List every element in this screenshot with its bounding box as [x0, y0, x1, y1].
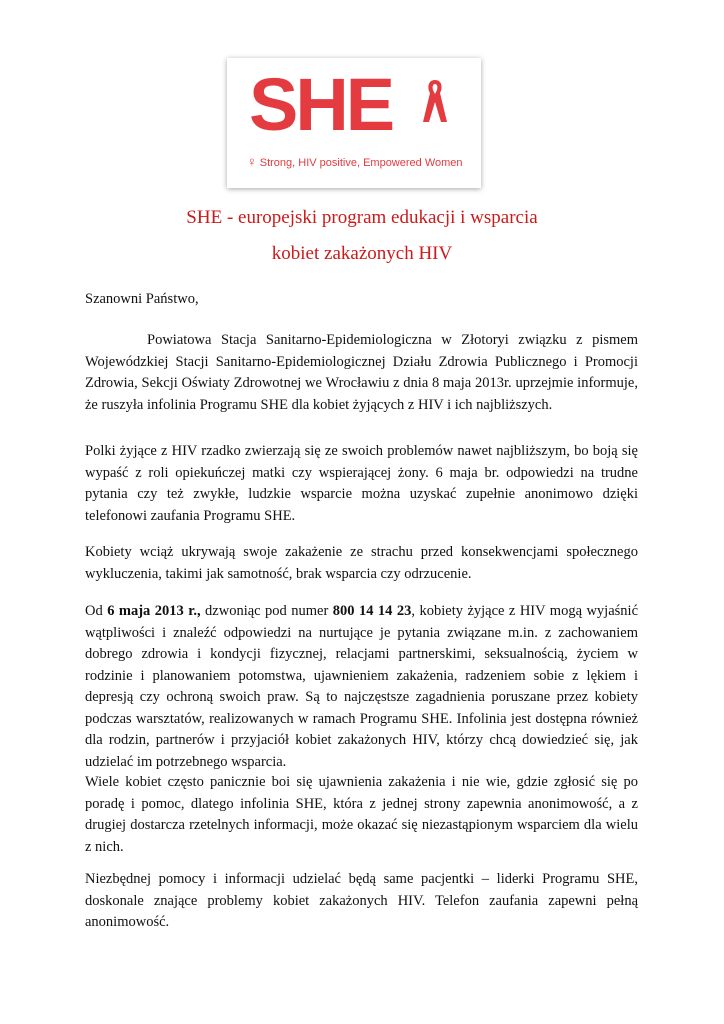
paragraph-5: Wiele kobiet często panicznie boi się ujawnienia zakażenia i nie wie, gdzie zgłosić się po poradę i pomoc, dlatego infolinia SHE, która z jednej strony zapewnia anonimowość, a z drugiej dostarcza rzetelnych informacji, może okazać się niezastąpionym wsparciem dla wielu z nich. [85, 774, 638, 855]
helpline-phone-number: 800 14 14 23 [332, 603, 412, 619]
awareness-ribbon-icon [423, 78, 447, 124]
p4-middle: dzwoniąc pod numer [200, 603, 333, 619]
paragraph-1: Powiatowa Stacja Sanitarno-Epidemiologiczna w Złotoryi związku z pismem Wojewódzkiej Stacji Sanitarno-Epidemiologicznej Działu Zdrowia Publicznego i Promocji Zdrowia, Sekcji Oświaty Zdrowotnej we Wrocławiu z dnia 8 maja 2013r. uprzejmie informuje, że ruszyła infolinia Programu SHE dla kobiet żyjących z HIV i ich najbliższych. [85, 332, 638, 413]
document-title-line-2: kobiet zakażonych HIV [271, 243, 453, 264]
paragraph-2: Polki żyjące z HIV rzadko zwierzają się ze swoich problemów nawet najbliższym, bo boją się wypaść z roli opiekuńczej matki czy wspierającej żony. 6 maja br. odpowiedzi na trudne pytania czy też zwykłe, ludzkie wsparcie można uzyskać zupełnie anonimowo dzięki telefonowi zaufania Programu SHE. [85, 443, 638, 524]
salutation: Szanowni Państwo, [85, 291, 199, 307]
p4-prefix: Od [85, 603, 108, 619]
logo-tagline [247, 154, 463, 169]
female-symbol-icon: ♀ [247, 154, 257, 169]
p4-body: , kobiety żyjące z HIV mogą wyjaśnić wątpliwości i znaleźć odpowiedzi na nurtujące je pytania związane m.in. z zachowaniem dobrego zdrowia i kondycji fizycznej, relacjami partnerskimi, seksualnością, życiem w rodzinie i planowaniem potomstwa, ujawnieniem zakażenia, radzeniem sobie z lękiem i depresją czy ochroną swoich praw. Są to najczęstsze zagadnienia poruszane przez kobiety podczas warsztatów, realizowanych w ramach Programu SHE. Infolinia jest dostępna również dla rodzin, partnerów i przyjaciół kobiet zakażonych HIV, którzy chcą dowiedzieć się, jak udzielać im potrzebnego wsparcia. [85, 603, 639, 770]
she-logo [227, 58, 481, 188]
paragraph-4 [85, 601, 638, 773]
logo-wordmark: SHE [249, 63, 393, 146]
campaign-start-date: 6 maja 2013 r., [107, 603, 201, 619]
logo-tagline-text: Strong, HIV positive, Empowered Women [259, 157, 463, 169]
paragraph-6: Niezbędnej pomocy i informacji udzielać będą same pacjentki – liderki Programu SHE, doskonale znające problemy kobiet zakażonych HIV. Telefon zaufania zapewni pełną anonimowość. [85, 871, 638, 930]
document-title-line-1: SHE - europejski program edukacji i wsparcia [186, 207, 538, 228]
paragraph-3: Kobiety wciąż ukrywają swoje zakażenie ze strachu przed konsekwencjami społecznego wykluczenia, takimi jak samotność, brak wsparcia czy odrzucenie. [85, 544, 638, 582]
